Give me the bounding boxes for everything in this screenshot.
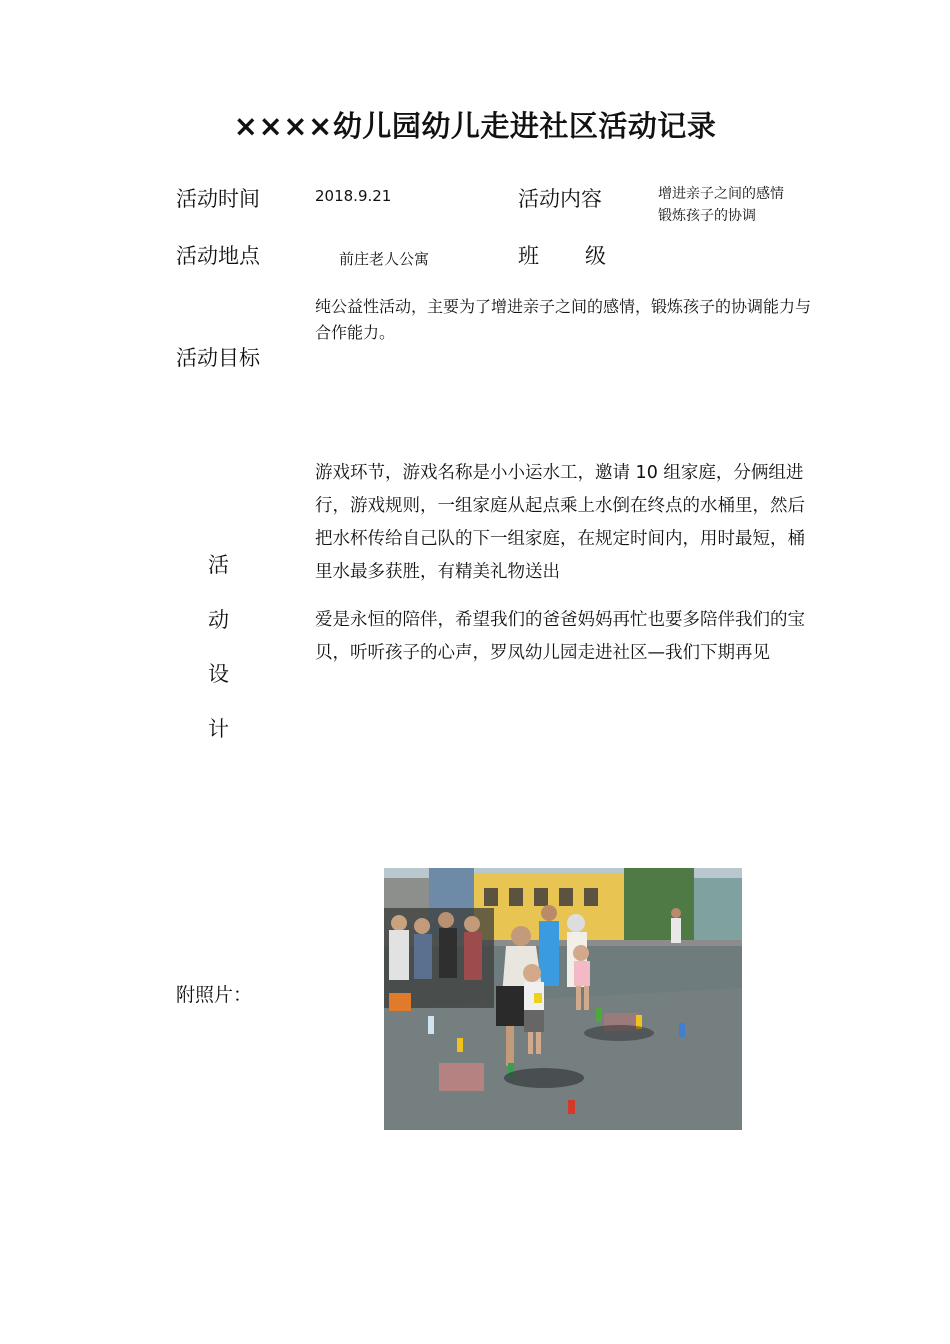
design-label-char-1: 活 bbox=[208, 553, 229, 577]
page-title: ××××幼儿园幼儿走进社区活动记录 bbox=[233, 109, 717, 143]
time-value: 2018.9.21 bbox=[315, 187, 392, 205]
design-paragraph-1: 游戏环节，游戏名称是小小运水工，邀请 10 组家庭，分俩组进行，游戏规则，一组家庭从起点乘上水倒在终点的水桶里，然后把水杯传给自己队的下一组家庭，在规定时间内，用时最短，桶里水最多获胜，有精美礼物送出 bbox=[315, 463, 805, 582]
design-label-char-4: 计 bbox=[208, 717, 229, 741]
content-label: 活动内容 bbox=[518, 187, 602, 211]
class-label-part-2: 级 bbox=[585, 244, 606, 268]
photo-label: 附照片： bbox=[176, 984, 253, 1006]
design-paragraph-2: 爱是永恒的陪伴，希望我们的爸爸妈妈再忙也要多陪伴我们的宝贝，听听孩子的心声，罗凤幼儿园走进社区—我们下期再见 bbox=[315, 610, 805, 663]
activity-photo bbox=[384, 868, 742, 1130]
class-label-part-1: 班 bbox=[518, 244, 539, 268]
design-label-char-3: 设 bbox=[208, 662, 229, 686]
goal-text: 纯公益性活动，主要为了增进亲子之间的感情，锻炼孩子的协调能力与合作能力。 bbox=[315, 297, 812, 342]
content-line-1: 增进亲子之间的感情 bbox=[658, 186, 784, 202]
place-label: 活动地点 bbox=[176, 244, 260, 268]
design-label-char-2: 动 bbox=[208, 608, 229, 632]
goal-label: 活动目标 bbox=[176, 346, 260, 370]
place-value: 前庄老人公寓 bbox=[339, 250, 430, 268]
time-label: 活动时间 bbox=[176, 187, 260, 211]
content-line-2: 锻炼孩子的协调 bbox=[658, 208, 756, 224]
